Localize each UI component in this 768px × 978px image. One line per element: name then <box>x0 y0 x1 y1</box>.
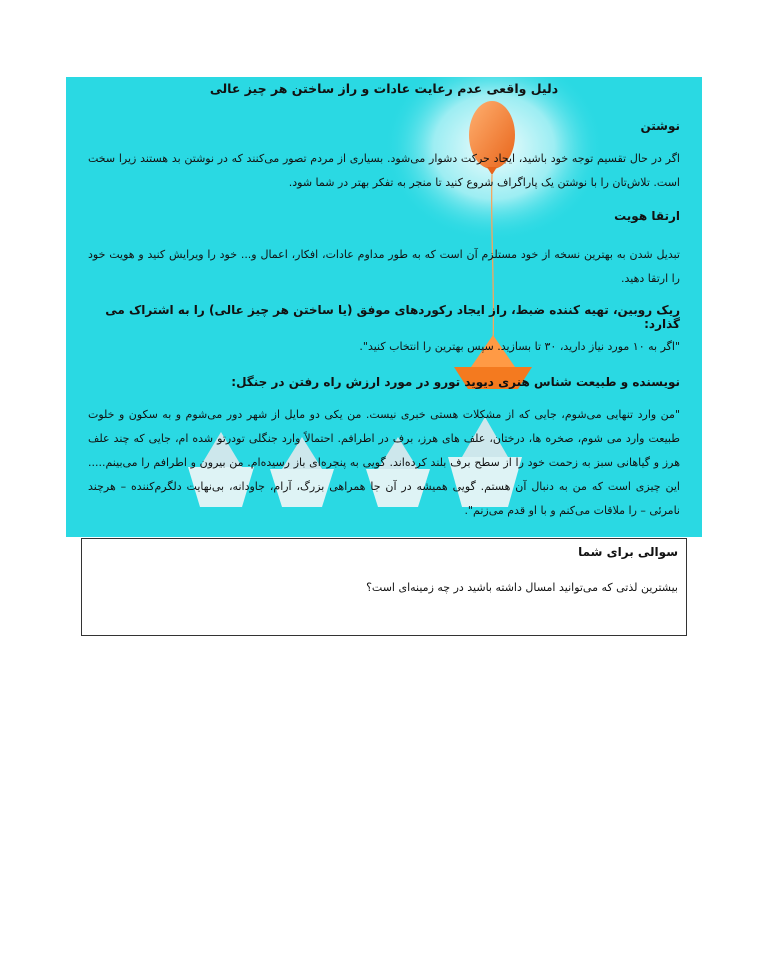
article-title: دلیل واقعی عدم رعایت عادات و راز ساختن هر چیز عالی <box>209 81 559 96</box>
section-text-identity: تبدیل شدن به بهترین نسخه از خود مستلزم آن است که به طور مداوم عادات، افکار، اعمال و... خود را ویرایش کنید و هویت خود را ارتقا دهید. <box>88 248 680 285</box>
section-text-writing: اگر در حال تقسیم توجه خود باشید، ایجاد حرکت دشوار می‌شود. بسیاری از مردم تصور می‌کنند که در نوشتن بد هستند زیرا سخت است. تلاش‌تان را با نوشتن یک پاراگراف شروع کنید تا منجر به تفکر بهتر در شما شود. <box>88 152 680 189</box>
section-text-rick-rubin: "اگر به ۱۰ مورد نیاز دارید، ۳۰ تا بسازید. سپس بهترین را انتخاب کنید". <box>359 340 680 353</box>
section-heading-thoreau: نویسنده و طبیعت شناس هنری دیوید تورو در مورد ارزش راه رفتن در جنگل: <box>231 375 680 389</box>
question-box <box>81 538 687 636</box>
article-panel <box>66 77 702 537</box>
section-heading-writing: نوشتن <box>640 119 680 133</box>
section-text-thoreau: "من وارد تنهایی می‌شوم، جایی که از مشکلات هستی خبری نیست. من یکی دو مایل از شهر دور می‌شوم و به سکون و خلوت طبیعت وارد می شوم، صخره ها، درختان، علف های هرز، برف در اطرافم. احتمالاً وارد جنگلی تودرتو شده ام، جایی که چند علف هرز و گیاهانی سبز به زحمت خود را از سطح برف بلند کرده‌اند. گویی به پنجره‌ای باز رسیده‌ام. من بیرون و اطرافم را می‌بینم..... این چیزی است که من به دنبال آن هستم. گویی همیشه در آن جا همراهی بزرگ، آرام، جاودانه، بی‌نهایت دلگرم‌کننده – هرچند نامرئی – را ملاقات می‌کنم و با او قدم می‌زنم". <box>88 408 680 517</box>
question-text: بیشترین لذتی که می‌توانید امسال داشته باشید در چه زمینه‌ای است؟ <box>366 581 678 594</box>
section-heading-rick-rubin: ریک روبین، تهیه کننده ضبط، راز ایجاد رکوردهای موفق (یا ساختن هر چیز عالی) را به اشتراک می گذارد: <box>105 303 680 331</box>
section-heading-identity: ارتقا هویت <box>614 209 680 223</box>
article-content <box>66 77 702 537</box>
question-box-title: سوالی برای شما <box>578 545 678 559</box>
